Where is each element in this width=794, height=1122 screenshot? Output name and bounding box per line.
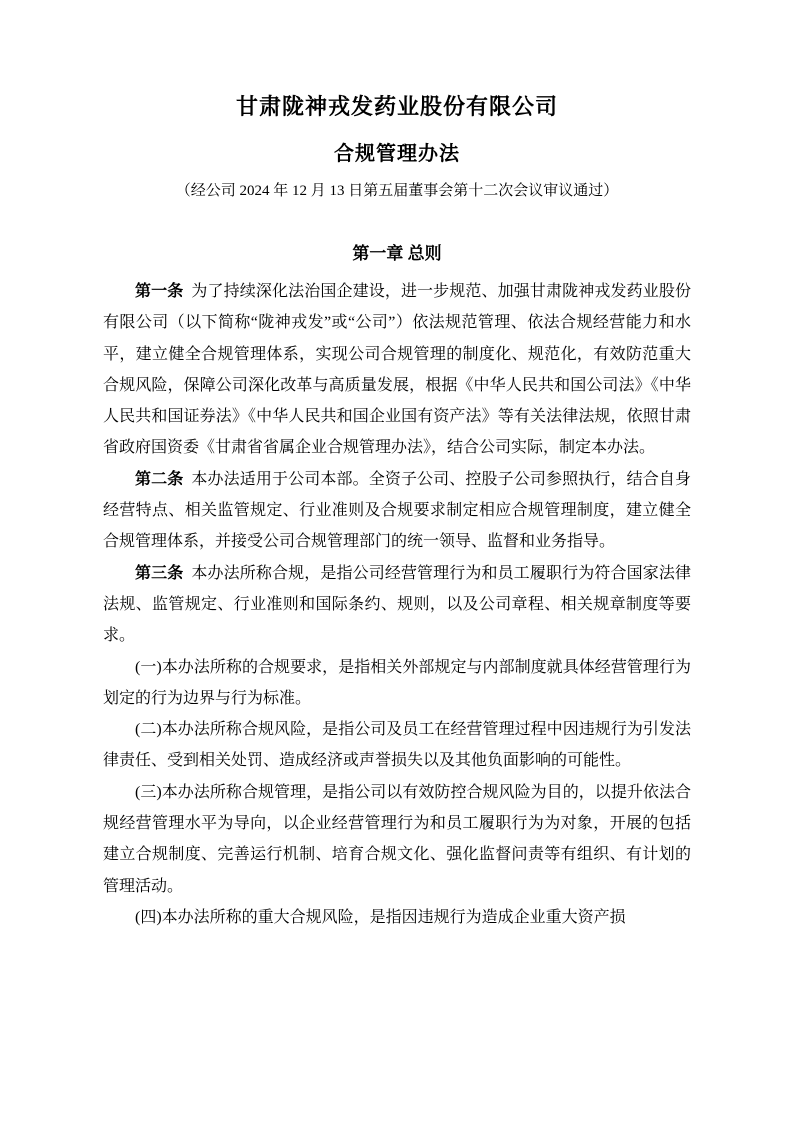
article-3-item-3-text: (三)本办法所称合规管理，是指公司以有效防控合规风险为目的，以提升依法合规经营管理水平为导向，以企业经营管理行为和员工履职行为为对象，开展的包括建立合规制度、完善运行机制、培育合规文化、强化监督问责等有组织、有计划的管理活动。 xyxy=(103,783,691,895)
article-1 xyxy=(103,276,691,464)
article-3 xyxy=(103,558,691,652)
article-2 xyxy=(103,464,691,558)
article-3-text: 本办法所称合规，是指公司经营管理行为和员工履职行为符合国家法律法规、监管规定、行业准则和国际条约、规则，以及公司章程、相关规章制度等要求。 xyxy=(103,564,691,645)
article-3-item-1 xyxy=(103,652,691,715)
article-2-text: 本办法适用于公司本部。全资子公司、控股子公司参照执行，结合自身经营特点、相关监管规定、行业准则及合规要求制定相应合规管理制度，建立健全合规管理体系，并接受公司合规管理部门的统一领导、监督和业务指导。 xyxy=(103,470,691,551)
article-3-item-4 xyxy=(103,902,691,933)
article-3-item-3 xyxy=(103,777,691,902)
document-title: 甘肃陇神戎发药业股份有限公司 xyxy=(235,94,558,119)
article-3-item-2-text: (二)本办法所称合规风险，是指公司及员工在经营管理过程中因违规行为引发法律责任、受到相关处罚、造成经济或声誉损失以及其他负面影响的可能性。 xyxy=(103,721,691,770)
chapter-heading: 第一章 总则 xyxy=(352,244,442,263)
article-3-item-2 xyxy=(103,714,691,777)
article-2-label: 第二条 xyxy=(135,470,184,488)
article-3-item-1-text: (一)本办法所称的合规要求，是指相关外部规定与内部制度就具体经营管理行为划定的行为边界与行为标准。 xyxy=(103,658,691,707)
article-1-label: 第一条 xyxy=(135,283,184,300)
article-3-label: 第三条 xyxy=(135,564,184,582)
article-3-item-4-text: (四)本办法所称的重大合规风险，是指因违规行为造成企业重大资产损 xyxy=(135,908,626,926)
document-subtitle: 合规管理办法 xyxy=(334,143,460,165)
approval-note: （经公司 2024 年 12 月 13 日第五届董事会第十二次会议审议通过） xyxy=(175,183,619,199)
article-1-text: 为了持续深化法治国企建设，进一步规范、加强甘肃陇神戎发药业股份有限公司（以下简称“陇神戎发”或“公司”）依法规范管理、依法合规经营能力和水平，建立健全合规管理体系，实现公司合规管理的制度化、规范化，有效防范重大合规风险，保障公司深化改革与高质量发展，根据《中华人民共和国公司法》《中华人民共和国证券法》《中华人民共和国企业国有资产法》等有关法律法规，依照甘肃省政府国资委《甘肃省省属企业合规管理办法》，结合公司实际，制定本办法。 xyxy=(103,283,691,457)
